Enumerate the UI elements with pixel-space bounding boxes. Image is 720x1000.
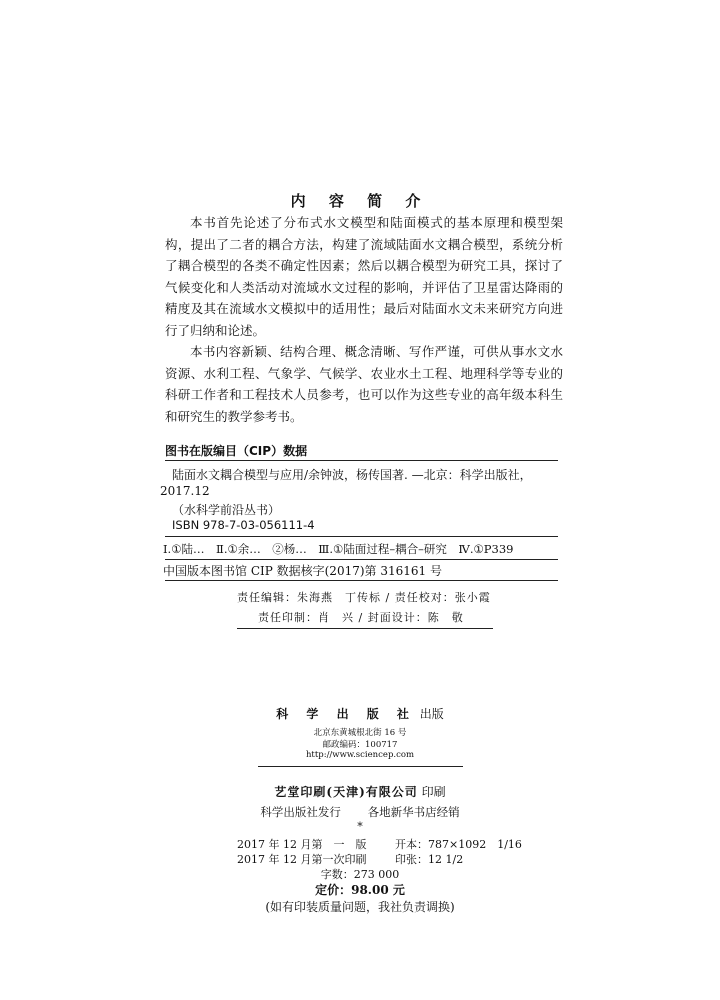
printer-suffix: 印刷	[421, 785, 446, 799]
publisher-name: 科 学 出 版 社	[276, 707, 416, 721]
cip-series: （水科学前沿丛书）	[172, 503, 281, 517]
cip-classification: Ⅰ.①陆… Ⅱ.①余… ②杨… Ⅲ.①陆面过程–耦合–研究 Ⅳ.①P339	[163, 542, 514, 556]
printer-name: 艺堂印刷(天津)有限公司	[274, 785, 418, 799]
intro-section	[165, 212, 563, 427]
quality-note: (如有印装质量问题，我社负责调换)	[265, 900, 455, 914]
publisher-postcode: 邮政编码：100717	[322, 740, 398, 750]
cip-mid-rule-2	[165, 559, 558, 560]
publisher-rule	[258, 766, 463, 767]
printed-sheets: 印张：12 1/2	[395, 853, 464, 866]
cip-bottom-rule	[165, 580, 558, 581]
price: 定价：98.00 元	[315, 883, 405, 897]
cip-top-rule	[165, 460, 558, 461]
format: 开本：787×1092 1/16	[395, 838, 522, 851]
seller: 各地新华书店经销	[367, 805, 460, 819]
intro-paragraph-1: 本书首先论述了分布式水文模型和陆面模式的基本原理和模型架构，提出了二者的耦合方法，构建了流域陆面水文耦合模型，系统分析了耦合模型的各类不确定性因素；然后以耦合模型为研究工具，探讨了气候变化和人类活动对流域水文过程的影响，并评估了卫星雷达降雨的精度及其在流域水文模拟中的适用性；最后对陆面水文未来研究方向进行了归纳和论述。	[165, 215, 563, 338]
credits-editors: 责任编辑：朱海燕 丁传标 / 责任校对：张小霞	[237, 591, 491, 604]
intro-paragraph-2: 本书内容新颖、结构合理、概念清晰、写作严谨，可供从事水文水资源、水利工程、气象学、气候学、农业水土工程、地理科学等专业的科研工作者和工程技术人员参考，也可以作为这些专业的高年级本科生和研究生的教学参考书。	[165, 344, 563, 424]
publisher-line	[0, 705, 720, 722]
credits-rule	[237, 628, 493, 629]
word-count: 字数：273 000	[320, 868, 400, 881]
cip-mid-rule	[165, 536, 558, 537]
first-edition: 2017 年 12 月第 一 版	[237, 838, 367, 851]
cip-isbn: ISBN 978-7-03-056111-4	[172, 518, 315, 532]
first-print: 2017 年 12 月第一次印刷	[237, 853, 367, 866]
publisher-address: 北京东黄城根北街 16 号	[313, 728, 407, 738]
cip-title-line: 陆面水文耦合模型与应用/余钟波，杨传国著. —北京：科学出版社，	[172, 468, 532, 482]
separator-star: *	[357, 820, 363, 833]
cip-number: 中国版本图书馆 CIP 数据核字(2017)第 316161 号	[163, 564, 442, 578]
distribution-line	[0, 804, 720, 820]
cip-date-line: 2017.12	[160, 484, 210, 498]
printer-line	[0, 783, 720, 800]
publisher-website: http://www.sciencep.com	[305, 750, 415, 760]
cip-heading: 图书在版编目（CIP）数据	[165, 444, 308, 458]
publisher-name-suffix: 出版	[419, 707, 444, 721]
credits-production: 责任印制：肖 兴 / 封面设计：陈 敬	[258, 611, 464, 624]
page-title: 内 容 简 介	[290, 192, 430, 210]
distributor: 科学出版社发行	[260, 805, 341, 819]
